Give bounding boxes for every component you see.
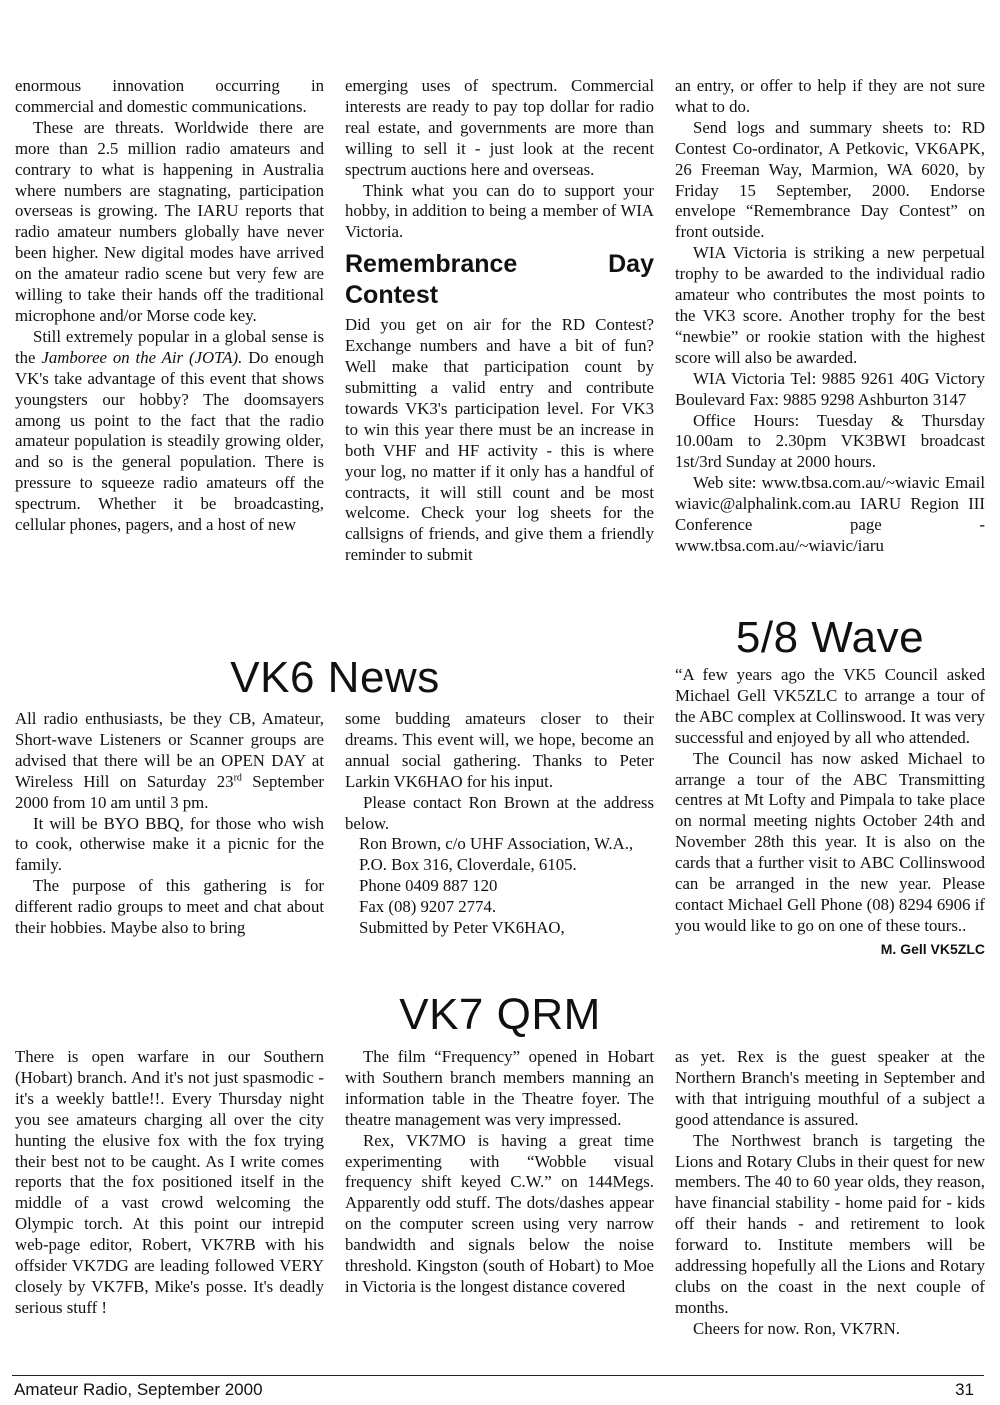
jota-italic: Jamboree on the Air (JOTA). [41, 347, 243, 367]
vk6-news-heading: VK6 News [230, 653, 440, 702]
contact-line: Submitted by Peter VK6HAO, [359, 918, 565, 938]
vk7-qrm-heading: VK7 QRM [399, 990, 601, 1039]
text-run: All radio enthusiasts, be they CB, Amateur, Short-wave Listeners or Scanner groups are advised that there will be an OPEN DAY at Wireless Hill on Saturday 23 [15, 709, 324, 791]
vk7-column-1 [15, 1047, 324, 1319]
footer-publication: Amateur Radio, September 2000 [14, 1380, 263, 1399]
wave-column [675, 665, 985, 960]
paragraph: as yet. Rex is the guest speaker at the Northern Branch's meeting in September and with that intriguing mouthful of a subject a good attendance is assured. [675, 1047, 985, 1129]
paragraph: “A few years ago the VK5 Council asked Michael Gell VK5ZLC to arrange a tour of the ABC complex at Collinswood. It was very successful and enjoyed by all who attended. [675, 665, 985, 747]
paragraph: some budding amateurs closer to their dreams. This event will, we hope, become an annual social gathering. Thanks to Peter Larkin VK6HAO for his input. [345, 709, 654, 791]
paragraph: Send logs and summary sheets to: RD Contest Co-ordinator, A Petkovic, VK6APK, 26 Freeman Way, Marmion, WA 6020, by Friday 15 September, 2000. Endorse envelope “Remembrance Day Contest” on front outside. [675, 117, 985, 242]
paragraph: enormous innovation occurring in commercial and domestic communications. [15, 76, 324, 116]
contact-line: Phone 0409 887 120 [359, 876, 498, 896]
paragraph: There is open warfare in our Southern (Hobart) branch. And it's not just spasmodic - it's a weekly battle!!. Every Thursday night you see amateurs charging all over the city hunting the elusive fox with the fox trying their best not to be caught. As I write comes reports that the fox positioned itself in the middle of a vast crowd welcoming the Olympic torch. At this point our intrepid web-page editor, Robert, VK7RB with his offsider VK7DG are leading followed VERY closely by VK7FB, Mike's posse. It's deadly serious stuff ! [15, 1047, 324, 1317]
remembrance-day-heading: Remembrance Day Contest [345, 250, 654, 310]
paragraph: Web site: www.tbsa.com.au/~wiavic Email wiavic@alphalink.com.au IARU Region III Conference page - www.tbsa.com.au/~wiavic/iaru [675, 473, 985, 555]
signature: M. Gell VK5ZLC [880, 940, 985, 957]
paragraph [15, 709, 324, 814]
top-column-2 [345, 76, 654, 566]
footer-page-number: 31 [955, 1380, 974, 1399]
paragraph: It will be BYO BBQ, for those who wish to cook, otherwise make it a picnic for the family. [15, 813, 324, 875]
paragraph: WIA Victoria Tel: 9885 9261 40G Victory Boulevard Fax: 9885 9298 Ashburton 3147 [675, 368, 985, 409]
paragraph: Rex, VK7MO is having a great time experimenting with “Wobble visual frequency shift keyed C.W.” on 144Megs. Apparently odd stuff. The dots/dashes appear on the computer screen using very narrow bandwidth and signals below the noise threshold. Kingston (south of Hobart) to Moe in Victoria is the longest distance covered [345, 1130, 654, 1296]
paragraph: The Northwest branch is targeting the Lions and Rotary Clubs in their quest for new members. The 40 to 60 year olds, they reason, have financial stability - home paid for - kids off their hands - and retirement to look forward to. Institute members will be addressing hopefully all the Lions and Rotary clubs on the coast in the next couple of months. [675, 1130, 985, 1317]
footer-divider [12, 1375, 984, 1376]
vk7-column-2 [345, 1047, 654, 1298]
paragraph: Think what you can do to support your hobby, in addition to being a member of WIA Victoria. [345, 180, 654, 242]
paragraph: Office Hours: Tuesday & Thursday 10.00am to 2.30pm VK3BWI broadcast 1st/3rd Sunday at 2000 hours. [675, 410, 985, 472]
ordinal-suffix: rd [233, 772, 242, 784]
text-run: September 2000 from 10 am until 3 pm. [15, 771, 324, 812]
vk6-column-2 [345, 709, 654, 939]
contact-line: Fax (08) 9207 2774. [359, 897, 497, 917]
five-eighths-wave-heading: 5/8 Wave [735, 613, 925, 662]
paragraph [15, 327, 324, 536]
paragraph: Did you get on air for the RD Contest? Exchange numbers and have a bit of fun? Well make that participation count by submitting a valid entry and contribute towards VK3's participation level. For VK3 to win this year there must be an increase in both VHF and HF activity - this is where your log, no matter if it only has a handful of contracts, it will still count and be most welcome. Check your log sheets for the callsigns of friends, and give them a friendly reminder to submit [345, 315, 654, 565]
vk7-column-3 [675, 1047, 985, 1340]
paragraph: emerging uses of spectrum. Commercial interests are ready to pay top dollar for radio real estate, and governments are more than willing to sell it - just look at the recent spectrum auctions here and overseas. [345, 76, 654, 179]
contact-line: Ron Brown, c/o UHF Association, W.A., P.O. Box 316, Cloverdale, 6105. [359, 834, 634, 875]
paragraph: WIA Victoria is striking a new perpetual trophy to be awarded to the individual radio amateur who contributes the most points to the VK3 score. Another trophy for the best “newbie” or rookie station with the highest score will also be awarded. [675, 243, 985, 367]
vk6-column-1 [15, 709, 324, 939]
paragraph: Cheers for now. Ron, VK7RN. [693, 1318, 900, 1338]
paragraph: Please contact Ron Brown at the address below. [345, 792, 654, 833]
paragraph: The Council has now asked Michael to arrange a tour of the ABC Transmitting centres at Mt Lofty and Pimpala to take place on normal meeting nights October 24th and November 28th this year. It is also on the cards that a further visit to ABC Collinswood can be arranged in the new year. Please contact Michael Gell Phone (08) 8294 6906 if you would like to go on one of these tours.. [675, 748, 985, 935]
paragraph: an entry, or offer to help if they are not sure what to do. [675, 76, 985, 116]
text-run: Still extremely popular in a global sense is the [15, 326, 324, 367]
paragraph: The film “Frequency” opened in Hobart with Southern branch members manning an information table in the Theatre foyer. The theatre management was very impressed. [345, 1047, 654, 1129]
text-run: Do enough VK's take advantage of this event that shows youngsters our hobby? The doomsayers among us point to the fact that the radio amateur population is steadily growing older, and so is the general population. There is pressure to squeeze radio amateurs off the spectrum. Whether it be broadcasting, cellular phones, pagers, and a host of new [15, 347, 324, 535]
top-column-3 [675, 76, 985, 557]
top-column-1 [15, 76, 324, 536]
paragraph: The purpose of this gathering is for different radio groups to meet and chat about their hobbies. Maybe also to bring [15, 876, 324, 938]
paragraph: These are threats. Worldwide there are more than 2.5 million radio amateurs and contrary to what is happening in Australia where numbers are stagnating, participation overseas is growing. The IARU reports that radio amateur numbers globally have never been higher. New digital modes have arrived on the amateur radio scene but very few are willing to take their hands off the traditional microphone and/or Morse code key. [15, 117, 324, 325]
